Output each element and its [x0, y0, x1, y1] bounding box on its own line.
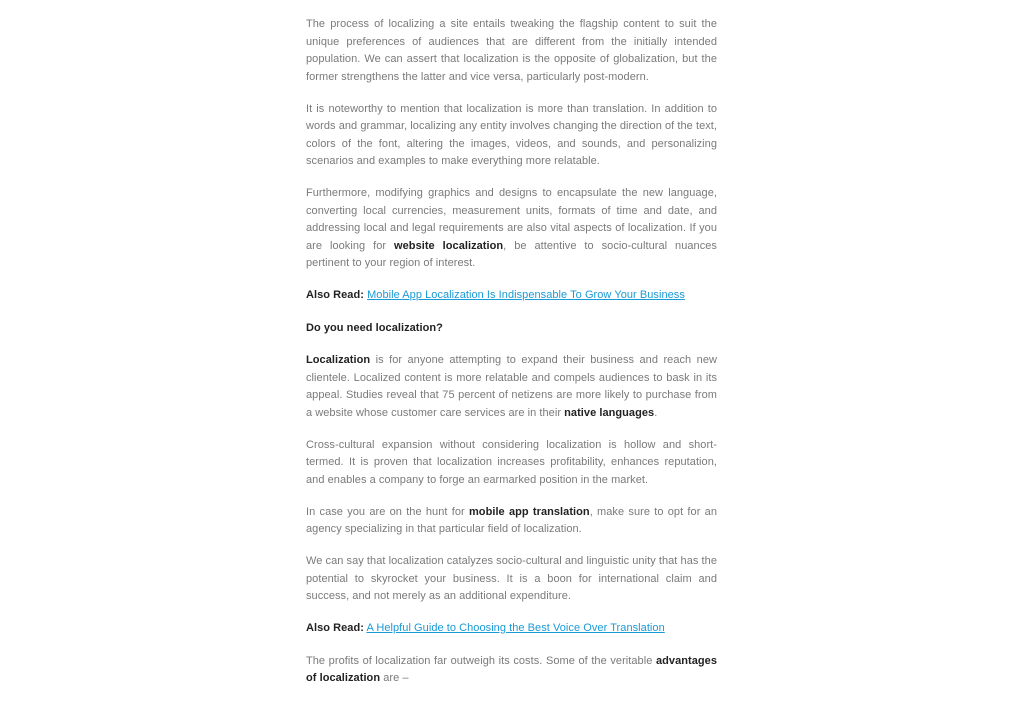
advantages-of-localization-link[interactable]: advantages of localization [306, 654, 717, 684]
native-languages-link[interactable]: native languages [564, 406, 655, 419]
paragraph-who-needs-localization [306, 352, 717, 422]
also-read-1 [306, 287, 717, 305]
paragraph-localizing-process: The process of localizing a site entails tweaking the flagship content to suit the unique preferences of audiences that are different from the initially intended population. We can assert that localization is the opposite of globalization, but the former strengthens the latter and vice versa, particularly post-modern. [306, 18, 717, 83]
paragraph-mobile-app-translation [306, 504, 717, 539]
paragraph-unity: We can say that localization catalyzes socio-cultural and linguistic unity that has the potential to skyrocket your business. It is a boon for international claim and success, and not merely as an additional expenditure. [306, 555, 717, 602]
paragraph-graphics-designs [306, 185, 717, 273]
article-body [306, 16, 717, 702]
section-heading: Do you need localization? [306, 321, 443, 334]
localization-link[interactable]: Localization [306, 354, 371, 366]
paragraph-text: , make sure to opt for an agency specializing in that particular field of localization. [306, 505, 718, 535]
mobile-app-translation-link[interactable]: mobile app translation [468, 505, 590, 518]
paragraph-text: are – [380, 672, 409, 684]
paragraph-text: Furthermore, modifying graphics and designs to encapsulate the new language, converting local currencies, measurement units, formats of time and date, and addressing local and legal requirements are also vital aspects of localization. If you are looking for [306, 187, 717, 252]
website-localization-link[interactable]: website localization [394, 239, 504, 252]
paragraph-text: In case you are on the hunt for [306, 505, 469, 518]
also-read-link-mobile-app[interactable]: Mobile App Localization Is Indispensable To Grow Your Business [367, 289, 685, 301]
paragraph-text: . [654, 406, 658, 419]
also-read-label: Also Read: [306, 289, 364, 301]
paragraph-profits [306, 653, 717, 688]
paragraph-text: , be attentive to socio-cultural nuances pertinent to your region of interest. [306, 239, 717, 269]
paragraph-text: is for anyone attempting to expand their business and reach new clientele. Localized content is more relatable and compels audiences to bask in its appeal. Studies reveal that 75 percent of netizens are more likely to purchase from a website whose customer care services are in their [306, 354, 717, 419]
paragraph-text: The profits of localization far outweigh its costs. Some of the veritable [306, 654, 656, 667]
paragraph-cross-cultural: Cross-cultural expansion without considering localization is hollow and short-termed. It is proven that localization increases profitability, enhances reputation, and enables a company to forge an earmarked position in the market. [306, 438, 717, 486]
also-read-label: Also Read: [306, 622, 364, 634]
paragraph-more-than-translation: It is noteworthy to mention that localization is more than translation. In addition to words and grammar, localizing any entity involves changing the direction of the text, colors of the font, altering the images, videos, and sounds, and personalizing scenarios and examples to make everything more relatable. [306, 102, 717, 167]
also-read-link-voice-over[interactable]: A Helpful Guide to Choosing the Best Voice Over Translation [366, 622, 665, 634]
also-read-2 [306, 620, 717, 638]
